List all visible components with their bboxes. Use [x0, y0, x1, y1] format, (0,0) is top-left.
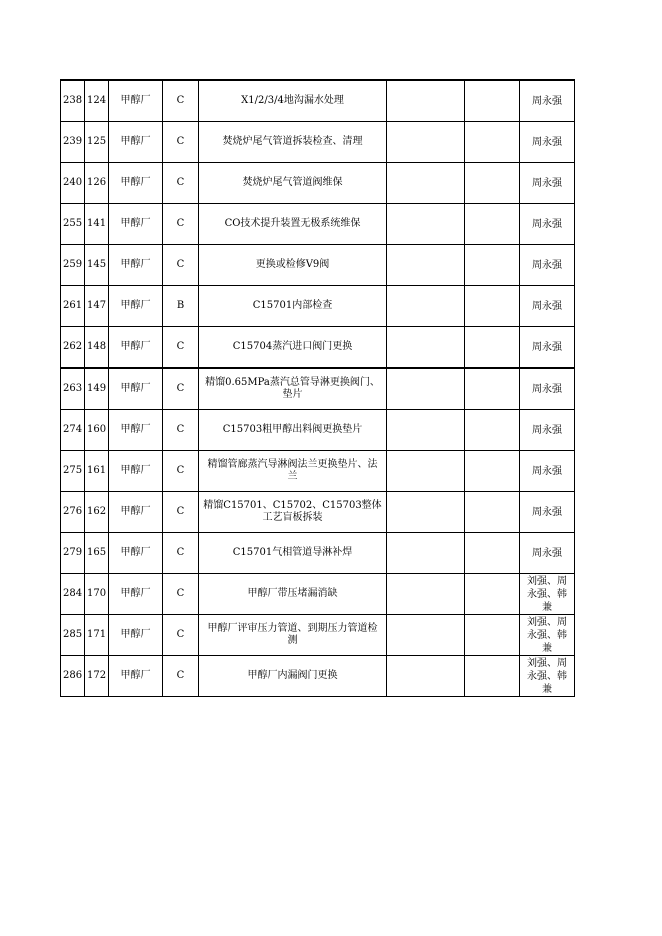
blank-cell-7: [465, 533, 520, 574]
seq-cell: 262: [61, 327, 85, 369]
seq-cell: 261: [61, 286, 85, 327]
unit-cell: 甲醇厂: [109, 492, 163, 533]
task-description-cell: 精馏0.65MPa蒸汽总管导淋更换阀门、垫片: [199, 368, 387, 410]
item-no-cell: 145: [85, 245, 109, 286]
unit-cell: 甲醇厂: [109, 286, 163, 327]
unit-cell: 甲醇厂: [109, 574, 163, 615]
blank-cell-6: [387, 615, 465, 656]
task-description-cell: C15701内部检查: [199, 286, 387, 327]
blank-cell-7: [465, 286, 520, 327]
level-cell: C: [163, 122, 199, 163]
blank-cell-6: [387, 533, 465, 574]
item-no-cell: 126: [85, 163, 109, 204]
table-body: [61, 80, 575, 697]
blank-cell-6: [387, 410, 465, 451]
item-no-cell: 172: [85, 656, 109, 697]
seq-cell: 255: [61, 204, 85, 245]
table-row: [61, 122, 575, 163]
task-description-cell: 焚烧炉尾气管道拆装检查、清理: [199, 122, 387, 163]
task-description-cell: 甲醇厂带压堵漏消缺: [199, 574, 387, 615]
level-cell: C: [163, 80, 199, 122]
owner-cell: 周永强: [520, 204, 575, 245]
task-description-cell: 精馏C15701、C15702、C15703整体工艺盲板拆装: [199, 492, 387, 533]
blank-cell-6: [387, 122, 465, 163]
seq-cell: 238: [61, 80, 85, 122]
table-row: [61, 492, 575, 533]
item-no-cell: 162: [85, 492, 109, 533]
owner-cell: 周永强: [520, 80, 575, 122]
level-cell: C: [163, 574, 199, 615]
seq-cell: 239: [61, 122, 85, 163]
blank-cell-7: [465, 656, 520, 697]
blank-cell-6: [387, 368, 465, 410]
unit-cell: 甲醇厂: [109, 656, 163, 697]
table-row: [61, 245, 575, 286]
item-no-cell: 148: [85, 327, 109, 369]
item-no-cell: 124: [85, 80, 109, 122]
blank-cell-7: [465, 451, 520, 492]
unit-cell: 甲醇厂: [109, 245, 163, 286]
owner-cell: 周永强: [520, 410, 575, 451]
owner-cell: 周永强: [520, 286, 575, 327]
table-row: [61, 410, 575, 451]
table-row: [61, 80, 575, 122]
seq-cell: 275: [61, 451, 85, 492]
task-description-cell: X1/2/3/4地沟漏水处理: [199, 80, 387, 122]
level-cell: C: [163, 451, 199, 492]
table-row: [61, 574, 575, 615]
level-cell: C: [163, 410, 199, 451]
unit-cell: 甲醇厂: [109, 122, 163, 163]
blank-cell-7: [465, 410, 520, 451]
task-description-cell: 焚烧炉尾气管道阀维保: [199, 163, 387, 204]
blank-cell-6: [387, 80, 465, 122]
level-cell: C: [163, 327, 199, 369]
item-no-cell: 171: [85, 615, 109, 656]
blank-cell-6: [387, 492, 465, 533]
unit-cell: 甲醇厂: [109, 451, 163, 492]
blank-cell-6: [387, 163, 465, 204]
blank-cell-6: [387, 656, 465, 697]
seq-cell: 285: [61, 615, 85, 656]
maintenance-task-table: [60, 79, 575, 697]
blank-cell-7: [465, 122, 520, 163]
item-no-cell: 160: [85, 410, 109, 451]
blank-cell-7: [465, 327, 520, 369]
blank-cell-7: [465, 615, 520, 656]
level-cell: C: [163, 204, 199, 245]
blank-cell-6: [387, 451, 465, 492]
blank-cell-7: [465, 574, 520, 615]
table-row: [61, 656, 575, 697]
owner-cell: 周永强: [520, 492, 575, 533]
owner-cell: 周永强: [520, 451, 575, 492]
table-row: [61, 533, 575, 574]
task-description-cell: 精馏管廊蒸汽导淋阀法兰更换垫片、法兰: [199, 451, 387, 492]
table-row: [61, 163, 575, 204]
unit-cell: 甲醇厂: [109, 327, 163, 369]
task-description-cell: 甲醇厂内漏阀门更换: [199, 656, 387, 697]
table-row: [61, 286, 575, 327]
unit-cell: 甲醇厂: [109, 163, 163, 204]
blank-cell-7: [465, 492, 520, 533]
table-row: [61, 615, 575, 656]
item-no-cell: 161: [85, 451, 109, 492]
level-cell: C: [163, 615, 199, 656]
blank-cell-7: [465, 163, 520, 204]
blank-cell-7: [465, 368, 520, 410]
unit-cell: 甲醇厂: [109, 204, 163, 245]
blank-cell-6: [387, 245, 465, 286]
owner-cell: 周永强: [520, 163, 575, 204]
blank-cell-6: [387, 286, 465, 327]
unit-cell: 甲醇厂: [109, 80, 163, 122]
task-description-cell: C15704蒸汽进口阀门更换: [199, 327, 387, 369]
blank-cell-6: [387, 327, 465, 369]
level-cell: C: [163, 492, 199, 533]
task-description-cell: C15701气相管道导淋补焊: [199, 533, 387, 574]
seq-cell: 286: [61, 656, 85, 697]
table-row: [61, 451, 575, 492]
seq-cell: 279: [61, 533, 85, 574]
seq-cell: 274: [61, 410, 85, 451]
owner-cell: 刘强、周永强、韩兼: [520, 615, 575, 656]
owner-cell: 周永强: [520, 122, 575, 163]
item-no-cell: 141: [85, 204, 109, 245]
owner-cell: 周永强: [520, 327, 575, 369]
table-row: [61, 327, 575, 369]
task-description-cell: C15703粗甲醇出料阀更换垫片: [199, 410, 387, 451]
seq-cell: 263: [61, 368, 85, 410]
owner-cell: 周永强: [520, 245, 575, 286]
task-description-cell: 更换或检修V9阀: [199, 245, 387, 286]
level-cell: B: [163, 286, 199, 327]
item-no-cell: 147: [85, 286, 109, 327]
table-row: [61, 204, 575, 245]
level-cell: C: [163, 163, 199, 204]
seq-cell: 284: [61, 574, 85, 615]
unit-cell: 甲醇厂: [109, 368, 163, 410]
level-cell: C: [163, 656, 199, 697]
item-no-cell: 165: [85, 533, 109, 574]
item-no-cell: 125: [85, 122, 109, 163]
seq-cell: 240: [61, 163, 85, 204]
blank-cell-6: [387, 574, 465, 615]
seq-cell: 276: [61, 492, 85, 533]
task-description-cell: CO技术提升装置无极系统维保: [199, 204, 387, 245]
table-row: [61, 368, 575, 410]
task-description-cell: 甲醇厂评审压力管道、到期压力管道检测: [199, 615, 387, 656]
blank-cell-7: [465, 80, 520, 122]
item-no-cell: 149: [85, 368, 109, 410]
blank-cell-6: [387, 204, 465, 245]
item-no-cell: 170: [85, 574, 109, 615]
owner-cell: 周永强: [520, 368, 575, 410]
level-cell: C: [163, 533, 199, 574]
level-cell: C: [163, 368, 199, 410]
blank-cell-7: [465, 204, 520, 245]
owner-cell: 周永强: [520, 533, 575, 574]
blank-cell-7: [465, 245, 520, 286]
level-cell: C: [163, 245, 199, 286]
unit-cell: 甲醇厂: [109, 533, 163, 574]
seq-cell: 259: [61, 245, 85, 286]
unit-cell: 甲醇厂: [109, 410, 163, 451]
unit-cell: 甲醇厂: [109, 615, 163, 656]
owner-cell: 刘强、周永强、韩兼: [520, 574, 575, 615]
owner-cell: 刘强、周永强、韩兼: [520, 656, 575, 697]
